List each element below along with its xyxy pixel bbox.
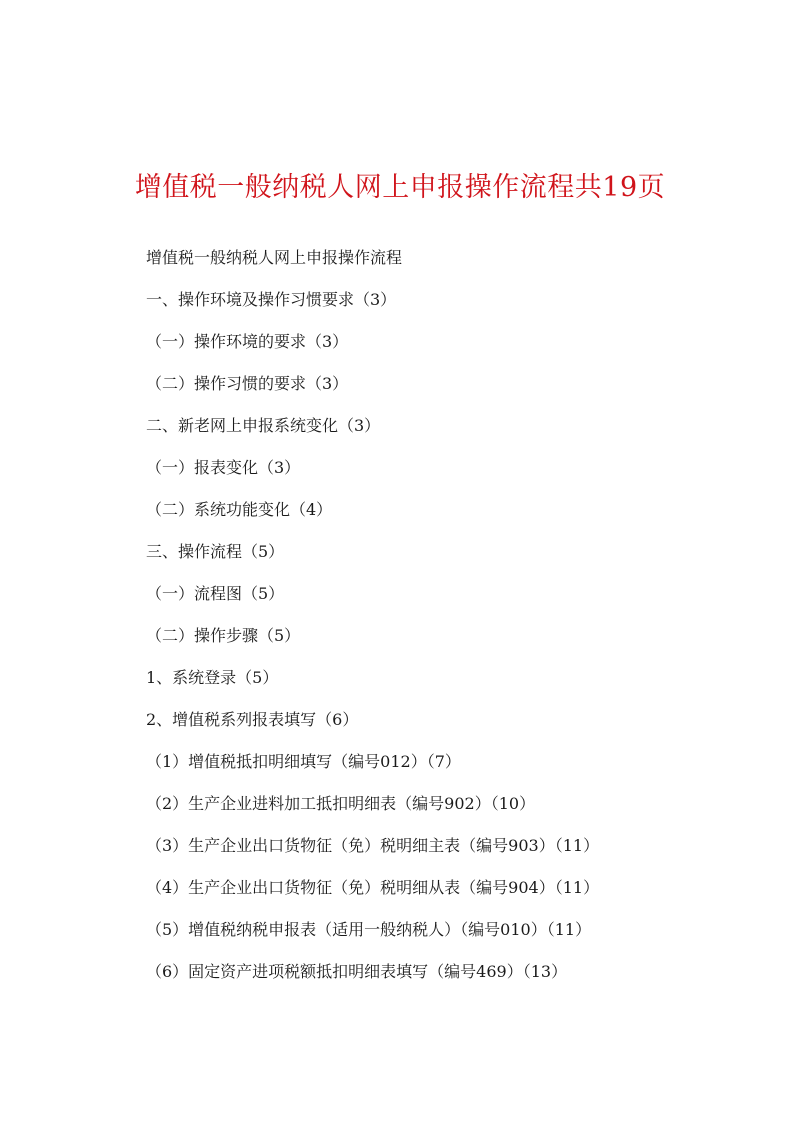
toc-item: （2）生产企业进料加工抵扣明细表（编号902）（10）	[146, 794, 536, 813]
toc-step: 1、系统登录（5）	[146, 668, 279, 687]
toc-section-3: 三、操作流程（5）	[146, 542, 285, 561]
toc-item: （6）固定资产进项税额抵扣明细表填写（编号469）（13）	[146, 962, 568, 981]
toc-section-1: 一、操作环境及操作习惯要求（3）	[146, 290, 397, 309]
toc-item: （4）生产企业出口货物征（免）税明细从表（编号904）（11）	[146, 878, 600, 897]
toc-section-2: 二、新老网上申报系统变化（3）	[146, 416, 381, 435]
toc-item: （3）生产企业出口货物征（免）税明细主表（编号903）（11）	[146, 836, 600, 855]
document-title: 增值税一般纳税人网上申报操作流程共19页	[134, 172, 666, 203]
toc-item: （1）增值税抵扣明细填写（编号012）（7）	[146, 752, 461, 771]
toc-subsection: （一）操作环境的要求（3）	[146, 332, 349, 351]
toc-item: （5）增值税纳税申报表（适用一般纳税人）（编号010）（11）	[146, 920, 592, 939]
toc-subsection: （二）操作习惯的要求（3）	[146, 374, 349, 393]
toc-step: 2、增值税系列报表填写（6）	[146, 710, 359, 729]
toc-heading: 增值税一般纳税人网上申报操作流程	[146, 248, 403, 267]
toc-subsection: （一）流程图（5）	[146, 584, 285, 603]
toc-subsection: （二）操作步骤（5）	[146, 626, 301, 645]
toc-subsection: （一）报表变化（3）	[146, 458, 301, 477]
toc-subsection: （二）系统功能变化（4）	[146, 500, 333, 519]
